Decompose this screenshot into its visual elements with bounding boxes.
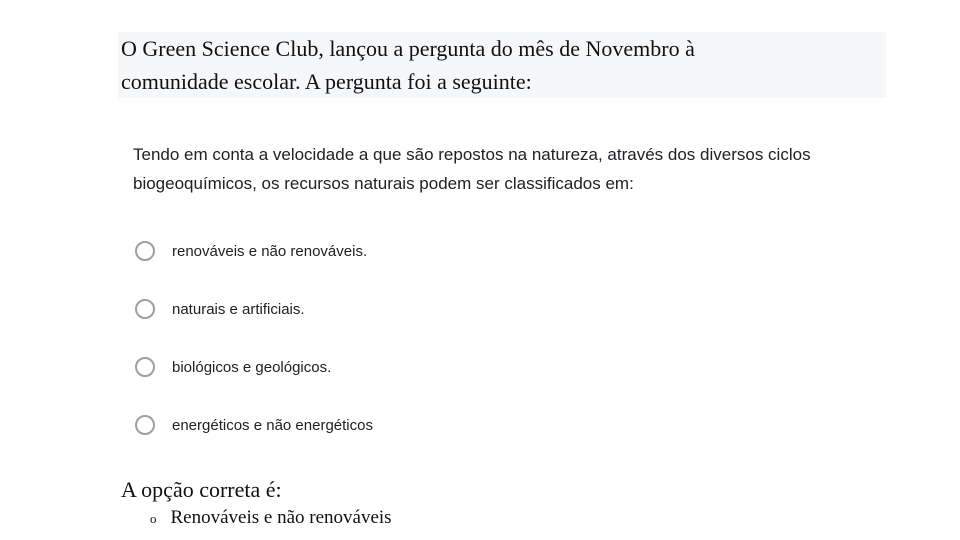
hollow-bullet-icon: o [150,511,157,526]
quiz-question-card [133,140,933,434]
radio-button-icon[interactable] [135,241,155,261]
answer-heading: A opção correta é: [121,477,282,502]
option-label: renováveis e não renováveis. [172,242,368,260]
question-text [133,140,933,198]
option-label: biológicos e geológicos. [172,358,332,376]
answer-text: Renováveis e não renováveis [170,507,392,528]
option-energeticos[interactable] [133,396,373,454]
answer-section [121,476,392,530]
answer-list-item [150,506,392,530]
option-label: energéticos e não energéticos [172,416,373,434]
question-line-1: Tendo em conta a velocidade a que são repostos na natureza, através dos diversos ciclos [133,145,811,164]
radio-button-icon[interactable] [135,357,155,377]
option-renovaveis[interactable] [133,222,373,280]
option-label: naturais e artificiais. [172,300,305,318]
radio-button-icon[interactable] [135,299,155,319]
intro-line-2: comunidade escolar. A pergunta foi a seguinte: [121,69,532,94]
answer-options [133,222,373,454]
intro-line-1: O Green Science Club, lançou a pergunta do mês de Novembro à [121,36,695,61]
intro-paragraph [118,32,886,98]
option-biologicos[interactable] [133,338,373,396]
radio-button-icon[interactable] [135,415,155,435]
question-line-2: biogeoquímicos, os recursos naturais podem ser classificados em: [133,174,634,193]
option-naturais[interactable] [133,280,373,338]
